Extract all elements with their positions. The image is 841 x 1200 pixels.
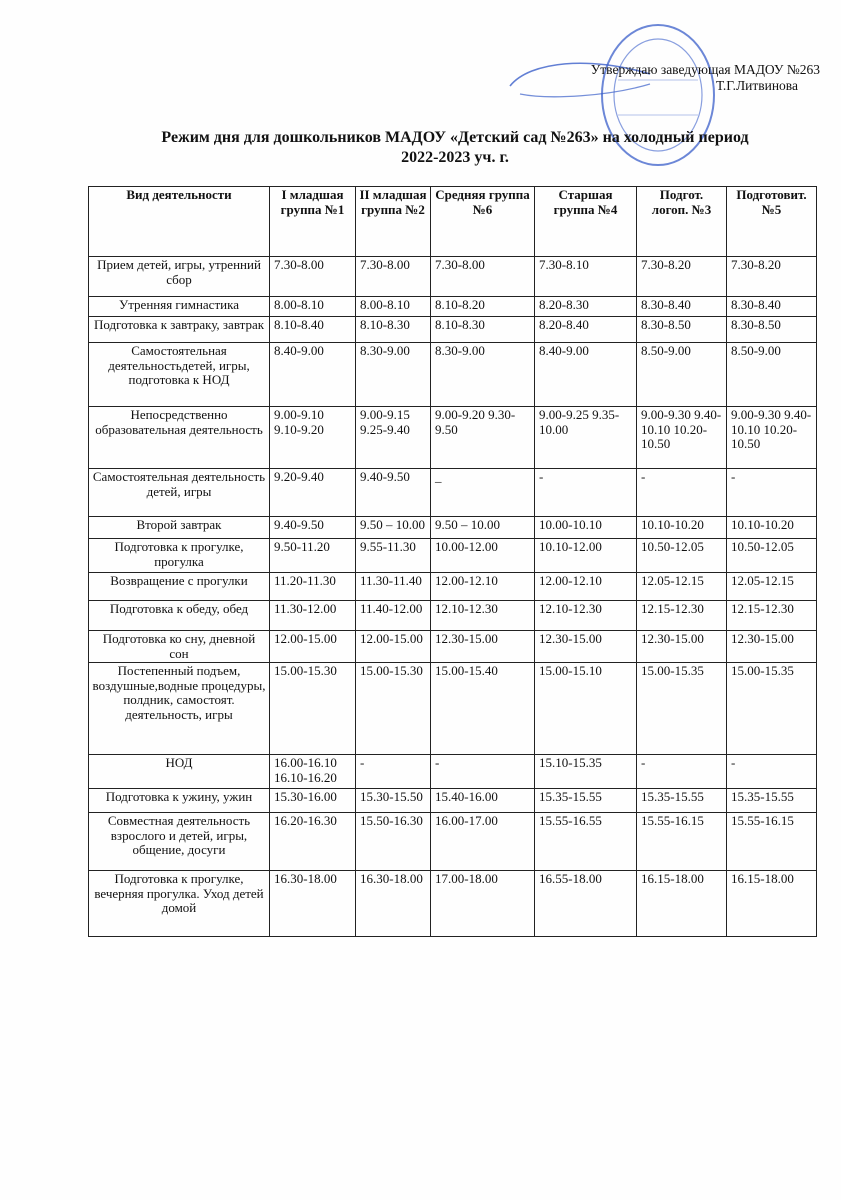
time-cell: 9.50-11.20 xyxy=(270,539,356,573)
time-cell: - xyxy=(727,469,817,517)
time-cell: 15.35-15.55 xyxy=(535,789,637,813)
time-cell: 15.00-15.40 xyxy=(431,663,535,755)
time-cell: 12.05-12.15 xyxy=(637,573,727,601)
table-row xyxy=(89,871,817,937)
table-row xyxy=(89,789,817,813)
time-cell: 15.00-15.30 xyxy=(356,663,431,755)
time-cell: 9.40-9.50 xyxy=(270,517,356,539)
time-cell: 15.40-16.00 xyxy=(431,789,535,813)
time-cell: 15.55-16.15 xyxy=(637,813,727,871)
time-cell: 8.20-8.40 xyxy=(535,317,637,343)
activity-cell: Непосредственно образовательная деятельность xyxy=(89,407,270,469)
activity-cell: Совместная деятельность взрослого и детей, игры, общение, досуги xyxy=(89,813,270,871)
activity-cell: Подготовка к обеду, обед xyxy=(89,601,270,631)
table-row xyxy=(89,343,817,407)
time-cell: 12.30-15.00 xyxy=(637,631,727,663)
activity-cell: Подготовка к завтраку, завтрак xyxy=(89,317,270,343)
time-cell: 15.00-15.30 xyxy=(270,663,356,755)
time-cell: 15.55-16.55 xyxy=(535,813,637,871)
time-cell: 15.35-15.55 xyxy=(637,789,727,813)
approval-line: Утверждаю заведующая МАДОУ №263 xyxy=(590,62,820,77)
title-line: Режим дня для дошкольников МАДОУ «Детский сад №263» на холодный период xyxy=(161,129,749,146)
time-cell: 9.00-9.10 9.10-9.20 xyxy=(270,407,356,469)
time-cell: 7.30-8.00 xyxy=(431,257,535,297)
table-row xyxy=(89,407,817,469)
time-cell: - xyxy=(637,755,727,789)
time-cell: 15.30-16.00 xyxy=(270,789,356,813)
approval-block xyxy=(540,62,820,94)
activity-cell: Подготовка ко сну, дневной сон xyxy=(89,631,270,663)
time-cell: 12.00-12.10 xyxy=(535,573,637,601)
time-cell: - xyxy=(637,469,727,517)
table-row xyxy=(89,601,817,631)
activity-cell: Подготовка к прогулке, прогулка xyxy=(89,539,270,573)
time-cell: 16.15-18.00 xyxy=(727,871,817,937)
time-cell: 15.00-15.10 xyxy=(535,663,637,755)
time-cell: _ xyxy=(431,469,535,517)
table-row xyxy=(89,257,817,297)
activity-cell: Прием детей, игры, утренний сбор xyxy=(89,257,270,297)
time-cell: - xyxy=(431,755,535,789)
time-cell: 10.50-12.05 xyxy=(637,539,727,573)
time-cell: 9.00-9.20 9.30-9.50 xyxy=(431,407,535,469)
table-row xyxy=(89,631,817,663)
table-row xyxy=(89,755,817,789)
time-cell: 8.00-8.10 xyxy=(270,297,356,317)
time-cell: 7.30-8.10 xyxy=(535,257,637,297)
time-cell: 8.30-9.00 xyxy=(356,343,431,407)
time-cell: 8.30-8.40 xyxy=(727,297,817,317)
time-cell: 16.00-17.00 xyxy=(431,813,535,871)
header-group: Старшая группа №4 xyxy=(535,187,637,257)
time-cell: 10.00-12.00 xyxy=(431,539,535,573)
activity-cell: Постепенный подъем, воздушные,водные процедуры, полдник, самостоят. деятельность, игры xyxy=(89,663,270,755)
approver-name: Т.Г.Литвинова xyxy=(716,78,798,93)
time-cell: 12.00-15.00 xyxy=(270,631,356,663)
header-group: I младшая группа №1 xyxy=(270,187,356,257)
time-cell: 7.30-8.00 xyxy=(356,257,431,297)
time-cell: 8.30-8.40 xyxy=(637,297,727,317)
time-cell: 16.00-16.10 16.10-16.20 xyxy=(270,755,356,789)
time-cell: 8.20-8.30 xyxy=(535,297,637,317)
header-activity: Вид деятельности xyxy=(89,187,270,257)
time-cell: 16.30-18.00 xyxy=(270,871,356,937)
time-cell: 12.05-12.15 xyxy=(727,573,817,601)
time-cell: 8.50-9.00 xyxy=(727,343,817,407)
table-row xyxy=(89,517,817,539)
time-cell: - xyxy=(727,755,817,789)
time-cell: 12.15-12.30 xyxy=(727,601,817,631)
time-cell: 12.00-12.10 xyxy=(431,573,535,601)
time-cell: 9.00-9.30 9.40-10.10 10.20-10.50 xyxy=(637,407,727,469)
time-cell: 10.10-12.00 xyxy=(535,539,637,573)
table-row xyxy=(89,539,817,573)
activity-cell: Возвращение с прогулки xyxy=(89,573,270,601)
time-cell: 12.30-15.00 xyxy=(535,631,637,663)
time-cell: - xyxy=(356,755,431,789)
time-cell: 15.50-16.30 xyxy=(356,813,431,871)
header-group: II младшая группа №2 xyxy=(356,187,431,257)
time-cell: 10.10-10.20 xyxy=(727,517,817,539)
time-cell: 7.30-8.20 xyxy=(637,257,727,297)
time-cell: 12.00-15.00 xyxy=(356,631,431,663)
table-row xyxy=(89,813,817,871)
time-cell: 8.40-9.00 xyxy=(270,343,356,407)
time-cell: 11.30-12.00 xyxy=(270,601,356,631)
time-cell: 17.00-18.00 xyxy=(431,871,535,937)
time-cell: 10.00-10.10 xyxy=(535,517,637,539)
time-cell: 12.30-15.00 xyxy=(431,631,535,663)
time-cell: 8.10-8.30 xyxy=(356,317,431,343)
time-cell: 7.30-8.00 xyxy=(270,257,356,297)
time-cell: 8.30-8.50 xyxy=(637,317,727,343)
time-cell: 8.50-9.00 xyxy=(637,343,727,407)
schedule-table xyxy=(88,186,817,937)
time-cell: 8.30-8.50 xyxy=(727,317,817,343)
table-header-row xyxy=(89,187,817,257)
time-cell: 9.40-9.50 xyxy=(356,469,431,517)
time-cell: 12.15-12.30 xyxy=(637,601,727,631)
time-cell: 8.10-8.30 xyxy=(431,317,535,343)
time-cell: 12.10-12.30 xyxy=(431,601,535,631)
time-cell: 11.30-11.40 xyxy=(356,573,431,601)
time-cell: 9.00-9.30 9.40-10.10 10.20-10.50 xyxy=(727,407,817,469)
time-cell: 15.10-15.35 xyxy=(535,755,637,789)
time-cell: 8.40-9.00 xyxy=(535,343,637,407)
time-cell: 7.30-8.20 xyxy=(727,257,817,297)
activity-cell: Подготовка к ужину, ужин xyxy=(89,789,270,813)
time-cell: 12.30-15.00 xyxy=(727,631,817,663)
activity-cell: Второй завтрак xyxy=(89,517,270,539)
time-cell: 15.55-16.15 xyxy=(727,813,817,871)
activity-cell: НОД xyxy=(89,755,270,789)
header-group: Средняя группа №6 xyxy=(431,187,535,257)
table-row xyxy=(89,317,817,343)
header-group: Подгот. логоп. №3 xyxy=(637,187,727,257)
title-year: 2022-2023 уч. г. xyxy=(401,149,509,166)
page-title xyxy=(110,128,800,168)
time-cell: 12.10-12.30 xyxy=(535,601,637,631)
time-cell: 8.00-8.10 xyxy=(356,297,431,317)
activity-cell: Самостоятельная деятельностьдетей, игры, подготовка к НОД xyxy=(89,343,270,407)
time-cell: 9.50 – 10.00 xyxy=(356,517,431,539)
table-row xyxy=(89,297,817,317)
time-cell: 8.10-8.20 xyxy=(431,297,535,317)
time-cell: 16.15-18.00 xyxy=(637,871,727,937)
time-cell: 10.50-12.05 xyxy=(727,539,817,573)
time-cell: 9.00-9.15 9.25-9.40 xyxy=(356,407,431,469)
activity-cell: Самостоятельная деятельность детей, игры xyxy=(89,469,270,517)
time-cell: 9.00-9.25 9.35-10.00 xyxy=(535,407,637,469)
time-cell: 15.00-15.35 xyxy=(727,663,817,755)
time-cell: 16.55-18.00 xyxy=(535,871,637,937)
time-cell: 8.10-8.40 xyxy=(270,317,356,343)
activity-cell: Утренняя гимнастика xyxy=(89,297,270,317)
time-cell: 9.55-11.30 xyxy=(356,539,431,573)
time-cell: - xyxy=(535,469,637,517)
time-cell: 15.35-15.55 xyxy=(727,789,817,813)
activity-cell: Подготовка к прогулке, вечерняя прогулка. Уход детей домой xyxy=(89,871,270,937)
time-cell: 9.50 – 10.00 xyxy=(431,517,535,539)
table-row xyxy=(89,573,817,601)
time-cell: 16.30-18.00 xyxy=(356,871,431,937)
time-cell: 16.20-16.30 xyxy=(270,813,356,871)
table-row xyxy=(89,469,817,517)
time-cell: 8.30-9.00 xyxy=(431,343,535,407)
time-cell: 15.00-15.35 xyxy=(637,663,727,755)
header-group: Подготовит. №5 xyxy=(727,187,817,257)
time-cell: 15.30-15.50 xyxy=(356,789,431,813)
time-cell: 11.20-11.30 xyxy=(270,573,356,601)
time-cell: 10.10-10.20 xyxy=(637,517,727,539)
time-cell: 9.20-9.40 xyxy=(270,469,356,517)
time-cell: 11.40-12.00 xyxy=(356,601,431,631)
table-row xyxy=(89,663,817,755)
